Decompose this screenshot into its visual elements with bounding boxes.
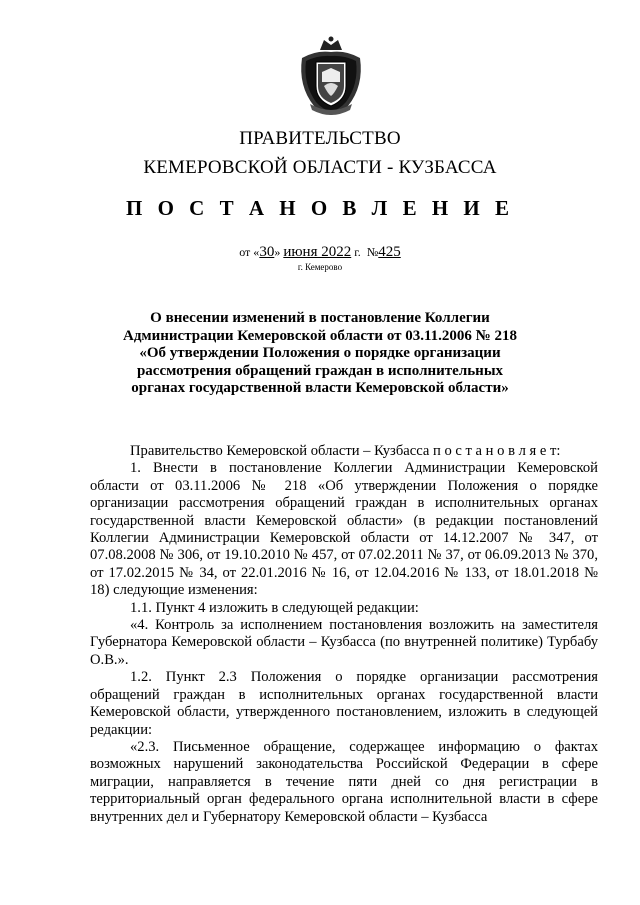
document-date-line	[0, 244, 640, 261]
body-paragraph: «4. Контроль за исполнением постановления возложить на заместителя Губернатора Кемеровской области – Кузбасса (по внутренней политике) Турбабу О.В.».	[90, 617, 598, 668]
city-label: г. Кемерово	[297, 262, 343, 272]
body-paragraph: «2.3. Письменное обращение, содержащее информацию о фактах возможных нарушений законодательства Российской Федерации в сфере миграции, направляется в течение пяти дней со дня регистрации в территориальный орган федерального органа исполнительной власти в сфере внутренних дел и Губернатору Кемеровской области – Кузбасса	[90, 738, 598, 825]
number-label: №	[366, 245, 379, 259]
body-paragraph: 1.2. Пункт 2.3 Положения о порядке организации рассмотрения обращений граждан в исполнительных органах государственной власти Кемеровской области, утвержденного постановлением, изложить в следующей редакции:	[90, 669, 598, 738]
document-body	[90, 443, 598, 826]
date-year-suffix: г.	[351, 245, 361, 259]
organization-name-line-1: ПРАВИТЕЛЬСТВО	[239, 128, 401, 149]
organization-name-line-2: КЕМЕРОВСКОЙ ОБЛАСТИ - КУЗБАССА	[143, 157, 497, 178]
document-type-title: П О С Т А Н О В Л Е Н И Е	[125, 196, 514, 220]
document-number: 425	[378, 244, 401, 260]
date-day: 30	[259, 244, 275, 260]
date-mid: »	[274, 245, 284, 259]
coat-of-arms-icon	[296, 36, 366, 116]
body-paragraph: 1. Внести в постановление Коллегии Администрации Кемеровской области от 03.11.2006 № 218 «Об утверждении Положения о порядке организации рассмотрения обращений граждан в исполнительных органах государственной власти Кемеровской области» (в редакции постановлений Коллегии Администрации Кемеровской области от 14.12.2007 № 347, от 07.08.2008 № 306, от 19.10.2010 № 457, от 07.02.2011 № 37, от 06.09.2013 № 370, от 17.02.2015 № 34, от 22.01.2016 № 16, от 12.04.2016 № 133, от 18.01.2018 № 18) следующие изменения:	[90, 460, 598, 599]
body-paragraph: 1.1. Пункт 4 изложить в следующей редакции:	[130, 599, 419, 616]
date-prefix: от «	[239, 245, 260, 259]
date-month-year: июня 2022	[283, 244, 352, 260]
document-subject: О внесении изменений в постановление Коллегии Администрации Кемеровской области от 03.11.2006 № 218 «Об утверждении Положения о порядке организации рассмотрения обращений граждан в исполнительных органах государственной власти Кемеровской области»	[122, 310, 517, 396]
body-paragraph: Правительство Кемеровской области – Кузбасса п о с т а н о в л я е т:	[130, 443, 561, 459]
